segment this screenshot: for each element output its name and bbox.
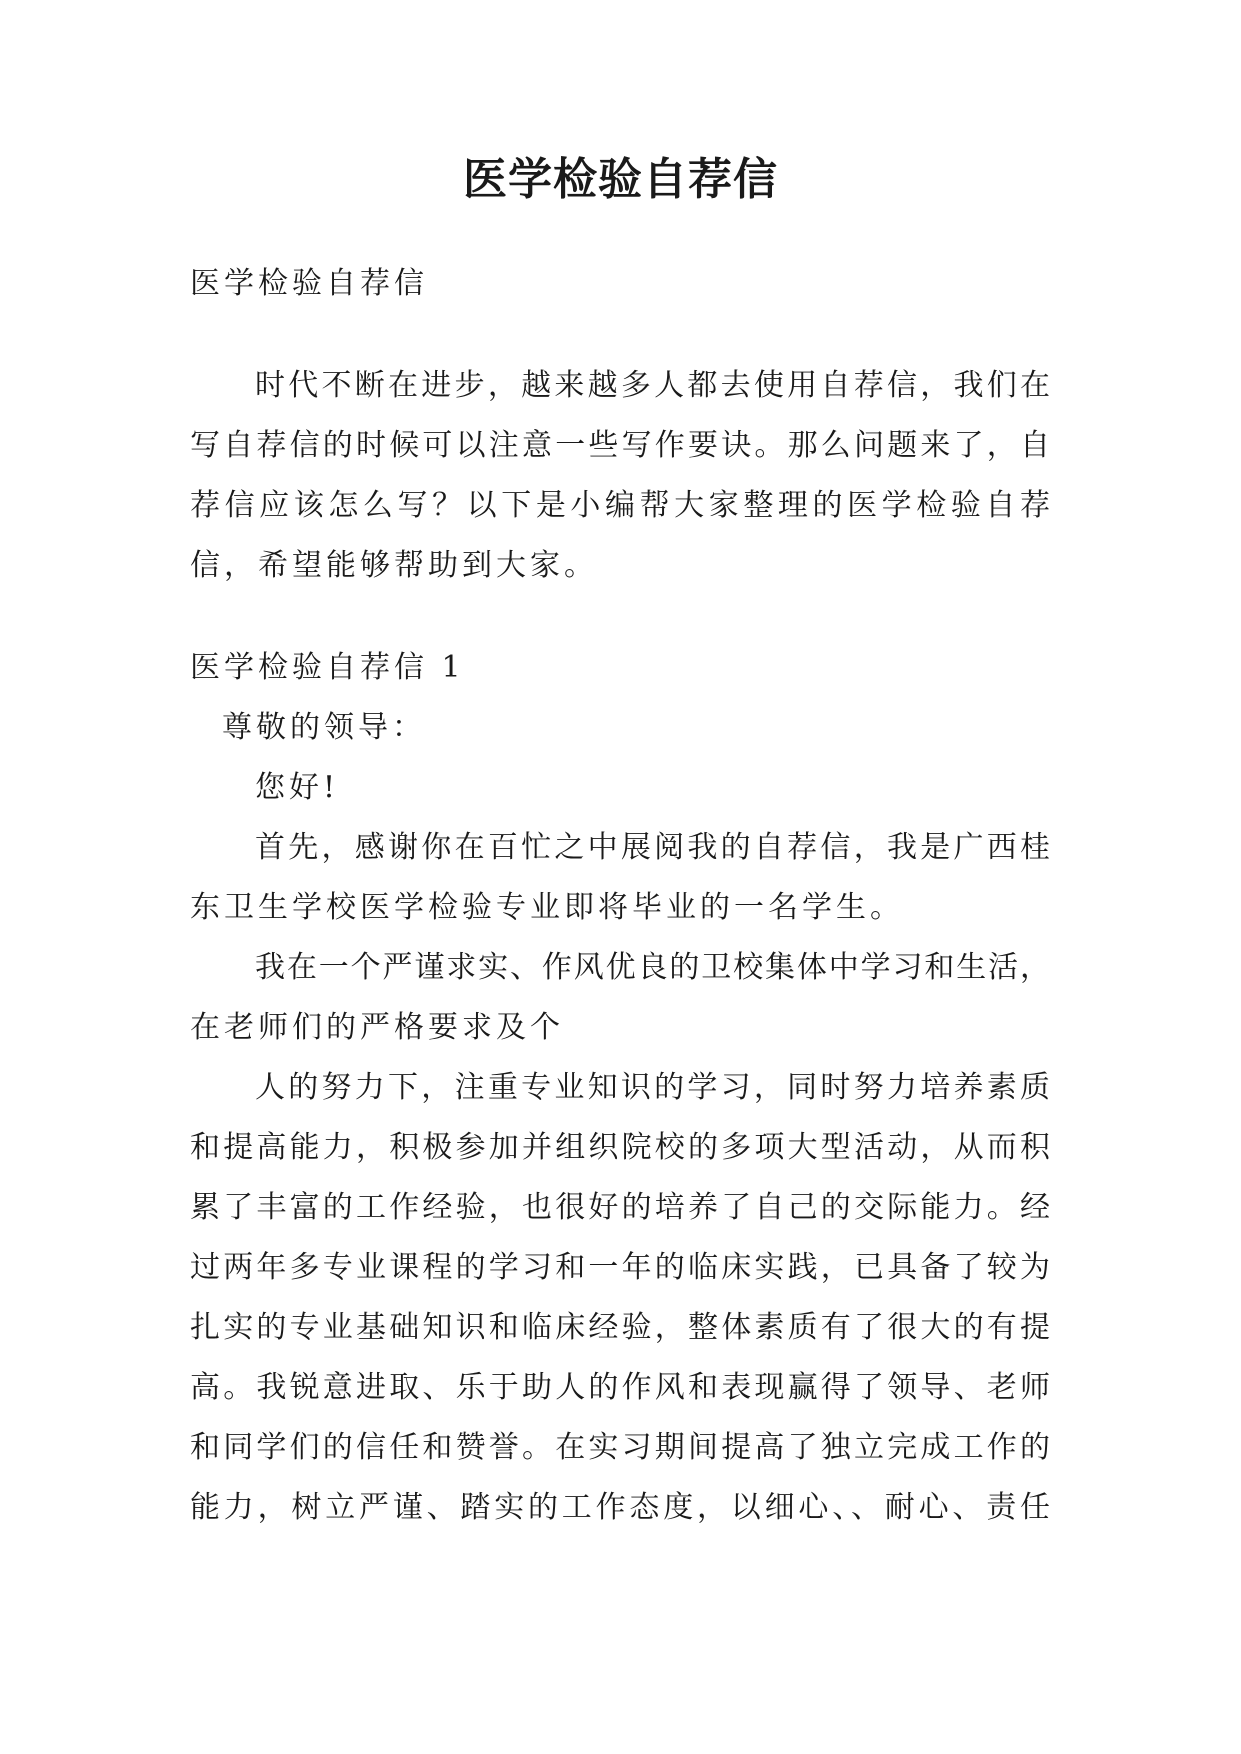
para3-line-8: 能力，树立严谨、踏实的工作态度，以细心、、耐心、责任 xyxy=(190,1490,1050,1525)
intro-line-2: 写自荐信的时候可以注意一些写作要诀。那么问题来了，自 xyxy=(190,428,1050,463)
para2-line-2: 在老师们的严格要求及个 xyxy=(190,1010,564,1045)
document-title: 医学检验自荐信 xyxy=(463,154,778,205)
para3-line-3: 累了丰富的工作经验，也很好的培养了自己的交际能力。经 xyxy=(190,1190,1050,1225)
para3-line-2: 和提高能力，积极参加并组织院校的多项大型活动，从而积 xyxy=(190,1130,1050,1165)
para2-line-1: 我在一个严谨求实、作风优良的卫校集体中学习和生活， xyxy=(255,950,1050,985)
intro-line-4: 信，希望能够帮助到大家。 xyxy=(190,548,598,583)
para1-line-2: 东卫生学校医学检验专业即将毕业的一名学生。 xyxy=(190,890,904,925)
para3-line-6: 高。我锐意进取、乐于助人的作风和表现赢得了领导、老师 xyxy=(190,1370,1050,1405)
para3-line-5: 扎实的专业基础知识和临床经验，整体素质有了很大的有提 xyxy=(190,1310,1050,1345)
salutation: 尊敬的领导： xyxy=(222,710,426,745)
intro-line-3: 荐信应该怎么写？以下是小编帮大家整理的医学检验自荐 xyxy=(190,488,1050,523)
para3-line-7: 和同学们的信任和赞誉。在实习期间提高了独立完成工作的 xyxy=(190,1430,1050,1465)
para1-line-1: 首先，感谢你在百忙之中展阅我的自荐信，我是广西桂 xyxy=(255,830,1050,865)
intro-line-1: 时代不断在进步，越来越多人都去使用自荐信，我们在 xyxy=(255,368,1050,403)
para3-line-1: 人的努力下，注重专业知识的学习，同时努力培养素质 xyxy=(255,1070,1050,1105)
document-subtitle: 医学检验自荐信 xyxy=(190,266,428,301)
para3-line-4: 过两年多专业课程的学习和一年的临床实践，已具备了较为 xyxy=(190,1250,1050,1285)
greeting: 您好! xyxy=(255,770,340,805)
section-heading: 医学检验自荐信 1 xyxy=(190,650,465,685)
